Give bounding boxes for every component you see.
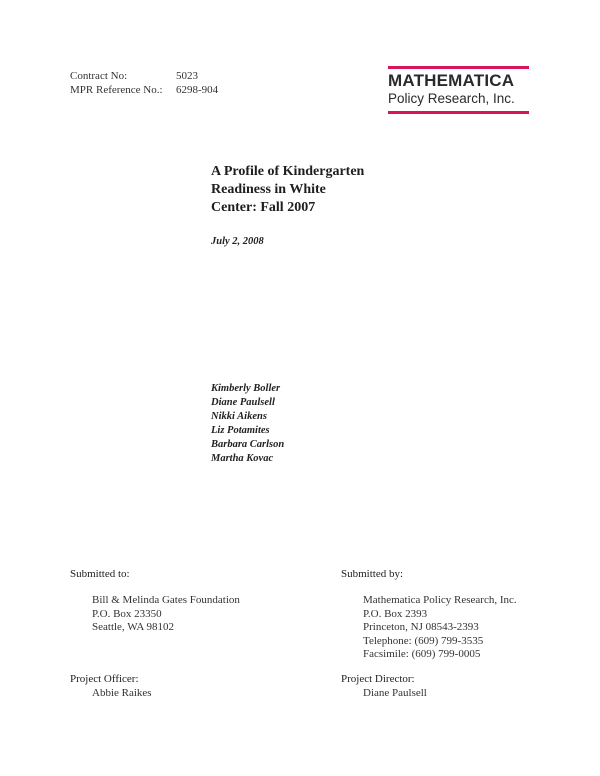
contract-value: 5023 [176, 70, 198, 82]
logo-top-rule [388, 66, 529, 69]
title-line: A Profile of Kindergarten [211, 164, 365, 179]
submitted-by-address [363, 594, 517, 662]
report-title [211, 163, 364, 217]
address-line: P.O. Box 2393 [363, 607, 428, 620]
address-line: P.O. Box 23350 [92, 607, 162, 620]
project-director-label: Project Director: [341, 673, 415, 685]
author-name: Barbara Carlson [211, 439, 285, 450]
address-line: Bill & Melinda Gates Foundation [92, 594, 240, 606]
address-line: Facsimile: (609) 799-0005 [363, 648, 481, 660]
report-date: July 2, 2008 [211, 236, 264, 247]
author-list [211, 382, 284, 466]
submitted-to-label: Submitted to: [70, 568, 130, 580]
project-director-name: Diane Paulsell [363, 687, 427, 699]
address-line: Telephone: (609) 799-3535 [363, 634, 484, 647]
submitted-by-label: Submitted by: [341, 568, 404, 580]
author-name: Nikki Aikens [211, 411, 267, 422]
author-name: Martha Kovac [211, 453, 274, 464]
address-line: Mathematica Policy Research, Inc. [363, 594, 517, 606]
author-name: Diane Paulsell [211, 397, 275, 408]
logo-bottom-rule [388, 111, 529, 114]
mathematica-logo [388, 66, 529, 114]
project-officer-label: Project Officer: [70, 673, 139, 685]
submitted-to-address [92, 594, 240, 635]
logo-subtitle: Policy Research, Inc. [388, 91, 515, 106]
address-line: Seattle, WA 98102 [92, 621, 174, 633]
reference-value: 6298-904 [176, 84, 219, 96]
reference-label: MPR Reference No.: [70, 84, 163, 96]
address-line: Princeton, NJ 08543-2393 [363, 621, 479, 633]
title-line: Readiness in White [211, 182, 326, 197]
project-officer-name: Abbie Raikes [92, 687, 152, 699]
contract-label: Contract No: [70, 70, 128, 82]
logo-wordmark: MATHEMATICA [388, 71, 515, 90]
author-name: Liz Potamites [211, 425, 270, 436]
title-line: Center: Fall 2007 [211, 200, 316, 215]
author-name: Kimberly Boller [211, 383, 281, 394]
